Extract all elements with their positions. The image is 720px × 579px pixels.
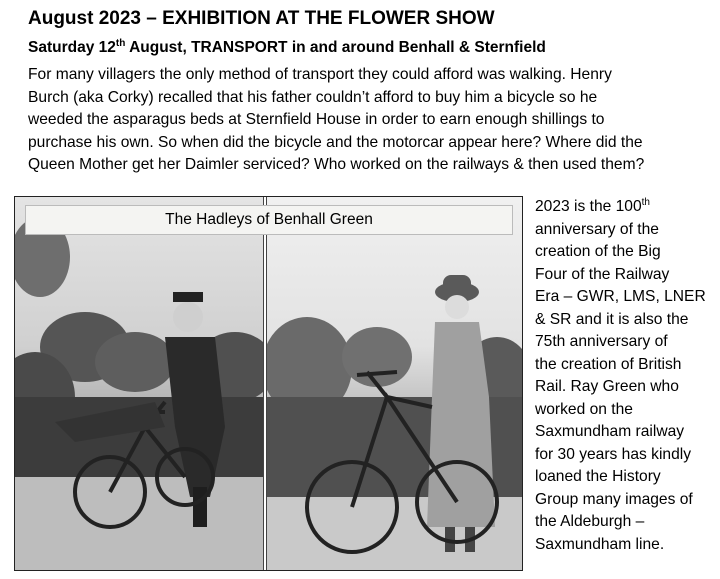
- sidebar-line: for 30 years has kindly: [535, 445, 692, 463]
- intro-line: Queen Mother get her Daimler serviced? Who worked on the railways & then used them?: [28, 156, 645, 173]
- sidebar-line: Rail. Ray Green who: [535, 378, 679, 396]
- photograph-frame: [14, 196, 523, 571]
- sidebar-line: the creation of British: [535, 355, 682, 373]
- page-subtitle: [28, 38, 546, 57]
- sidebar-line: Saxmundham railway: [535, 423, 685, 441]
- sidebar-line: Four of the Railway: [535, 265, 670, 283]
- photo-man-with-bicycle: [15, 197, 263, 570]
- sidebar-line: loaned the History: [535, 468, 661, 486]
- sidebar-line: the Aldeburgh –: [535, 513, 645, 531]
- intro-line: Burch (aka Corky) recalled that his father couldn’t afford to buy him a bicycle so he: [28, 88, 598, 106]
- page-title: August 2023 – EXHIBITION AT THE FLOWER SHOW: [28, 8, 495, 29]
- sidebar-line: Saxmundham line.: [535, 535, 665, 553]
- photo-caption: The Hadleys of Benhall Green: [165, 211, 373, 228]
- subtitle-date: Saturday 12: [28, 39, 116, 57]
- sidebar-line: Group many images of: [535, 490, 693, 508]
- subtitle-date-suffix: th: [115, 38, 126, 49]
- sidebar-line: worked on the: [535, 400, 633, 418]
- intro-paragraph: [28, 64, 718, 177]
- sidebar-ordinal-suffix: th: [641, 197, 650, 208]
- caption-box: [25, 205, 513, 235]
- intro-line: purchase his own. So when did the bicycle and the motorcar appear here? Where did the: [28, 133, 643, 151]
- sidebar-line: anniversary of the: [535, 220, 659, 238]
- intro-line: For many villagers the only method of transport they could afford was walking. Henry: [28, 66, 612, 83]
- sidebar-paragraph: [535, 192, 713, 556]
- intro-line: weeded the asparagus beds at Sternfield House in order to earn enough shillings to: [28, 111, 605, 128]
- photo-woman-with-bicycle: [267, 197, 522, 570]
- sidebar-line: 75th anniversary of: [535, 333, 668, 351]
- sidebar-line: Era – GWR, LMS, LNER: [535, 288, 706, 306]
- subtitle-topic: August, TRANSPORT in and around Benhall & Sternfield: [125, 39, 546, 57]
- sidebar-line: & SR and it is also the: [535, 310, 689, 328]
- sidebar-line: 2023 is the 100: [535, 198, 642, 216]
- sidebar-line: creation of the Big: [535, 243, 661, 261]
